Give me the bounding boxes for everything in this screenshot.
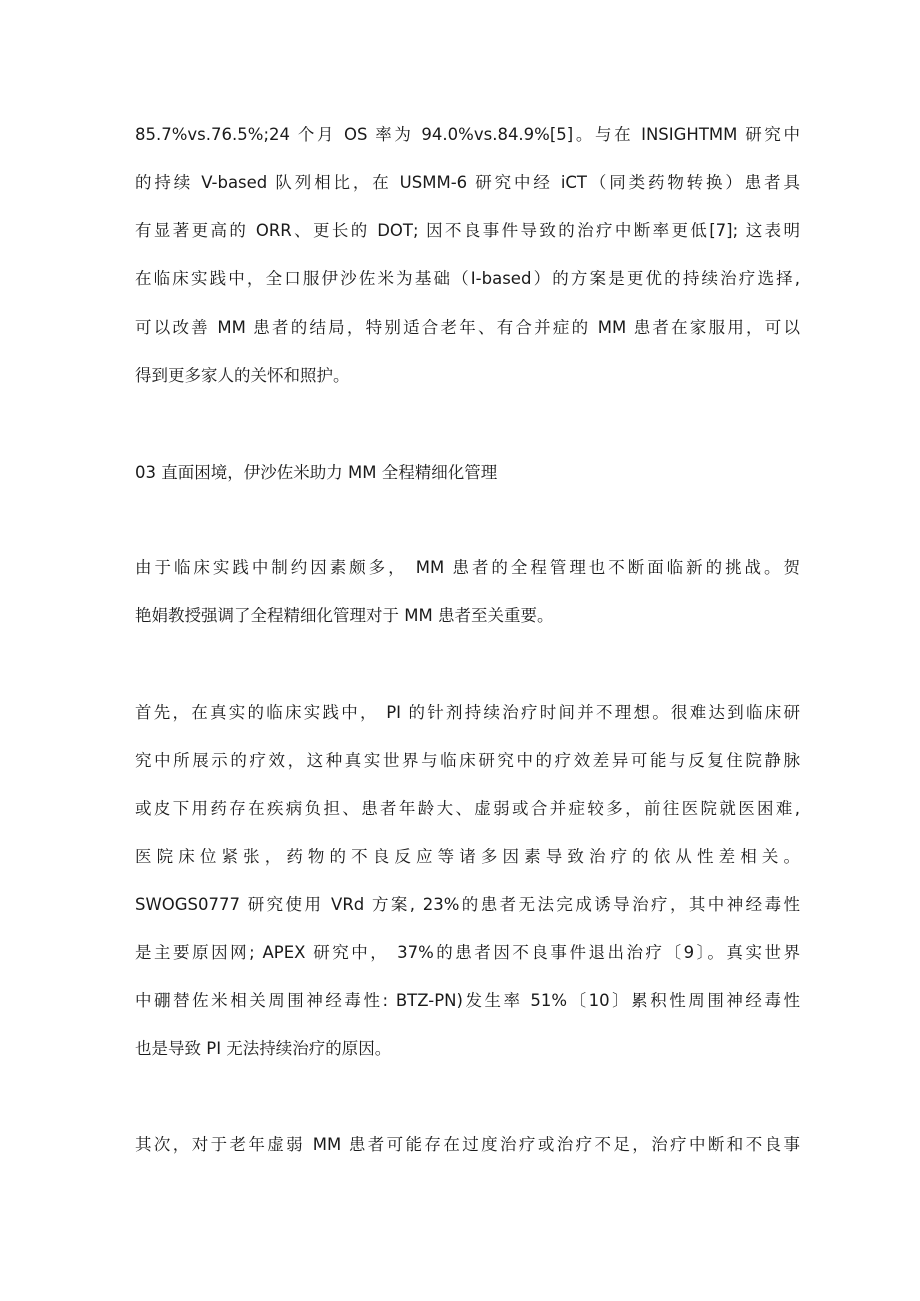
text-line: 可以改善 MM 患者的结局，特别适合老年、有合并症的 MM 患者在家服用，可以 [135, 318, 800, 337]
text-line: SWOGS0777 研究使用 VRd 方案, 23%的患者无法完成诱导治疗，其中神经毒性 [135, 895, 800, 914]
text-line: 有显著更高的 ORR、更长的 DOT; 因不良事件导致的治疗中断率更低[7]; 这表明 [135, 221, 800, 240]
text-line: 医院床位紧张，药物的不良反应等诸多因素导致治疗的依从性差相关。 [135, 847, 800, 866]
text-line: 的持续 V-based 队列相比，在 USMM-6 研究中经 iCT（同类药物转换）患者具 [135, 173, 800, 192]
text-line: 中硼替佐米相关周围神经毒性: BTZ-PN)发生率 51%〔10〕累积性周围神经毒性 [135, 991, 800, 1010]
text-line: 是主要原因网; APEX 研究中， 37%的患者因不良事件退出治疗〔9〕。真实世界 [135, 943, 800, 962]
text-line: 其次，对于老年虚弱 MM 患者可能存在过度治疗或治疗不足，治疗中断和不良事 [135, 1135, 800, 1154]
text-line: 究中所展示的疗效，这种真实世界与临床研究中的疗效差异可能与反复住院静脉 [135, 751, 800, 770]
text-line: 首先，在真实的临床实践中， PI 的针剂持续治疗时间并不理想。很难达到临床研 [135, 703, 800, 722]
text-line: 艳娟教授强调了全程精细化管理对于 MM 患者至关重要。 [135, 606, 554, 625]
text-line: 也是导致 PI 无法持续治疗的原因。 [135, 1039, 392, 1058]
text-line: 在临床实践中，全口服伊沙佐米为基础（I-based）的方案是更优的持续治疗选择, [135, 269, 800, 288]
text-line: 由于临床实践中制约因素颇多， MM 患者的全程管理也不断面临新的挑战。贺 [135, 558, 800, 577]
text-line: 85.7%vs.76.5%;24 个月 OS 率为 94.0%vs.84.9%[5]。与在 INSIGHTMM 研究中 [135, 125, 800, 144]
text-line: 或皮下用药存在疾病负担、患者年龄大、虚弱或合并症较多，前往医院就医困难, [135, 799, 800, 818]
section-heading: 03 直面困境，伊沙佐米助力 MM 全程精细化管理 [135, 463, 498, 482]
text-line: 得到更多家人的关怀和照护。 [135, 366, 350, 385]
